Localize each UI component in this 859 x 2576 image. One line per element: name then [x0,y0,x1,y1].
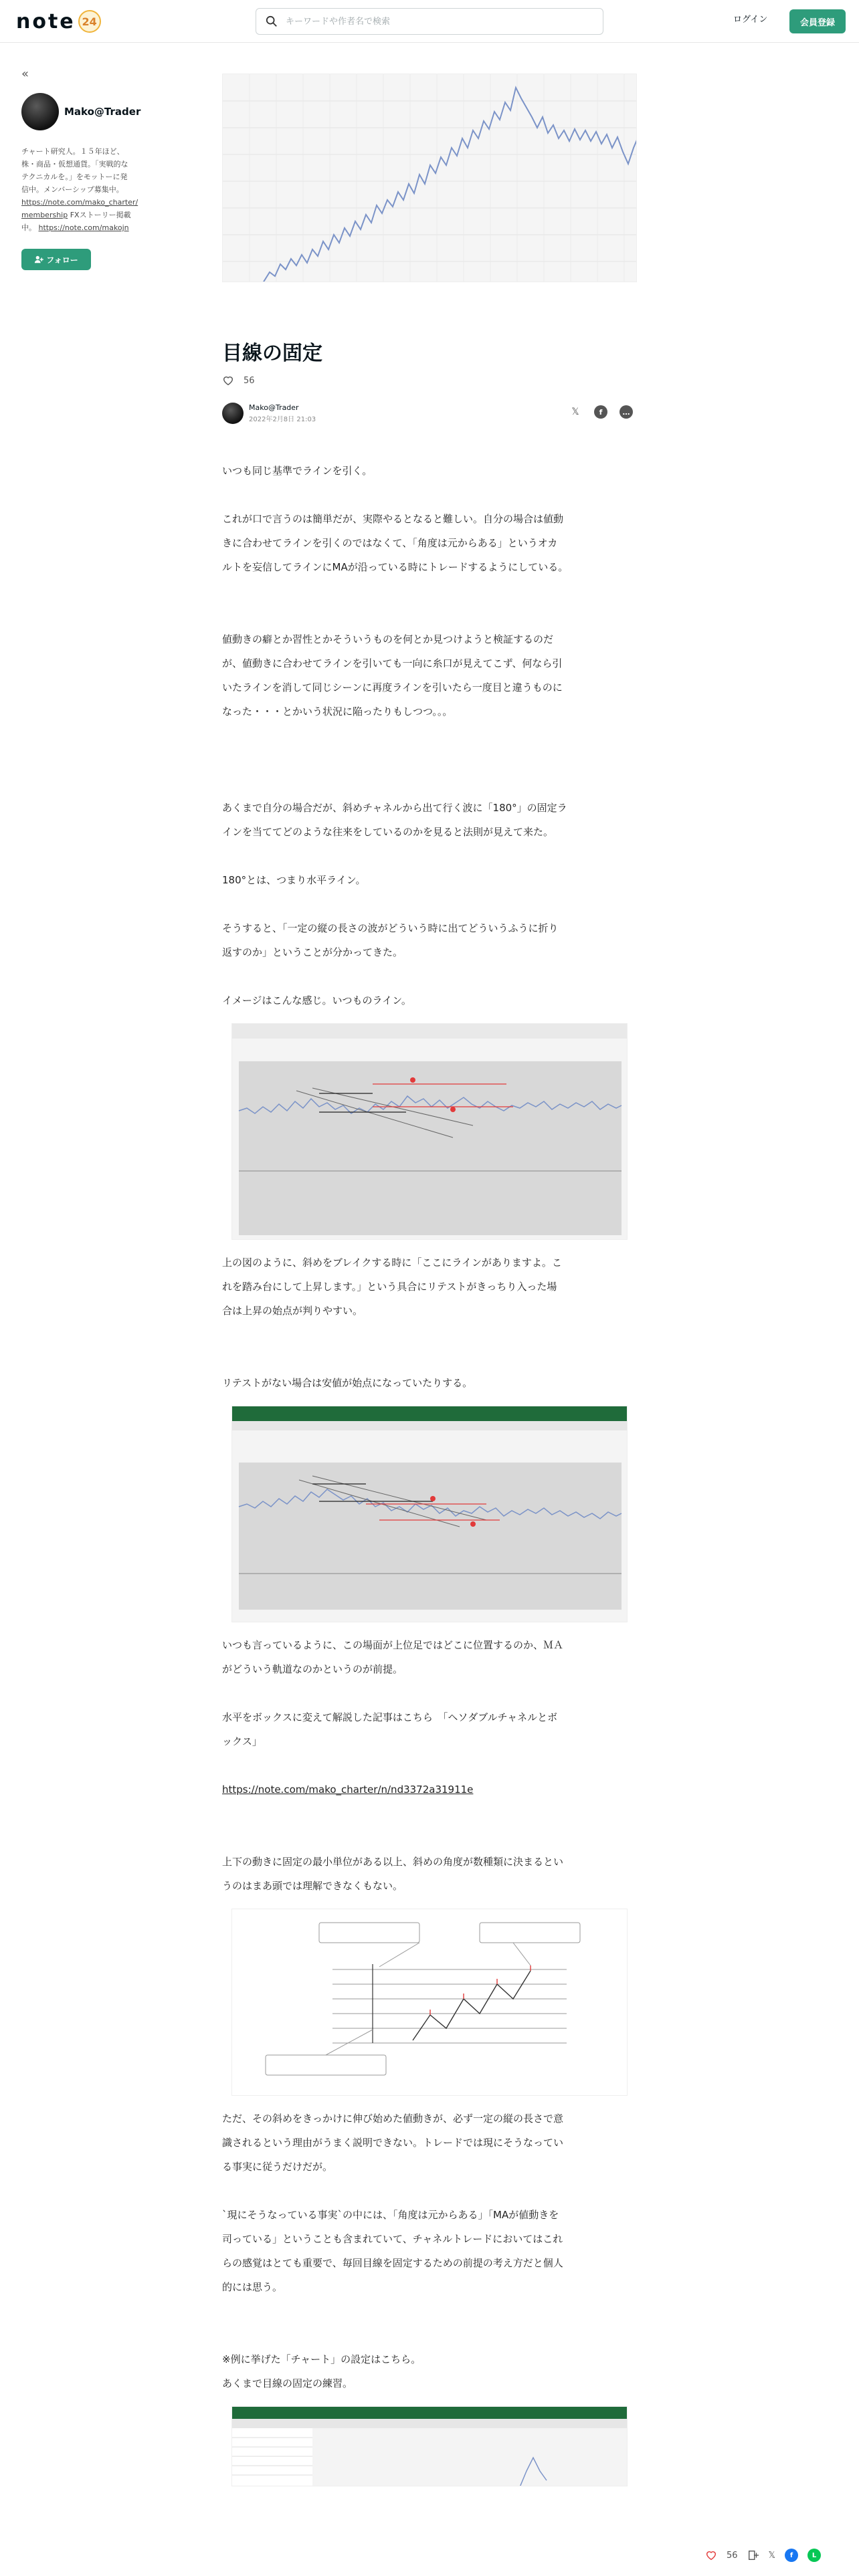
logo-text: note [16,9,76,33]
chart-screenshot-2-svg [232,1406,628,1622]
paragraph: 水平をボックスに変えて解説した記事はこちら 「ヘソダブルチャネルとボ [222,1711,558,1723]
chart-screenshot-1-svg [232,1024,628,1240]
paragraph: リテストがない場合は安値が始点になっていたりする。 [222,1377,473,1389]
collapse-sidebar-icon[interactable]: « [21,67,29,81]
author-avatar[interactable] [222,403,244,424]
paragraph: あくまで目線の固定の練習。 [222,2377,353,2389]
search-icon [266,15,278,27]
login-link[interactable]: ログイン [733,15,768,25]
paragraph: そうすると、「一定の縦の長さの波がどういう時に出てどういうふうに折り [222,922,559,934]
floating-like-count: 56 [727,2550,738,2561]
hero-chart-svg [223,74,637,282]
paragraph: 上下の動きに固定の最小単位がある以上、斜めの角度が数種類に決まるとい [222,1856,564,1868]
paragraph: ただ、その斜めをきっかけに伸び始めた値動きが、必ず一定の縦の長さで意 [222,2113,564,2125]
bio-membership-link-cont[interactable]: membership [21,211,68,219]
avatar[interactable] [21,93,59,130]
chart-screenshot-2 [231,1406,628,1622]
paragraph: 180°とは、つまり水平ライン。 [222,874,366,886]
author-name[interactable]: Mako@Trader [249,403,299,412]
post-date: 2022年2月8日 21:03 [249,416,316,423]
paragraph: が、値動きに合わせてラインを引いても一向に糸口が見えてこず、何なら引 [222,657,563,669]
creator-name[interactable]: Mako@Trader [64,106,141,118]
facebook-share-icon[interactable]: f [785,2549,798,2562]
floating-action-bar [705,2549,821,2562]
paragraph: 合は上昇の始点が判りやすい。 [222,1305,363,1317]
creator-sidebar [21,67,149,270]
facebook-share-icon[interactable]: f [594,405,607,419]
site-header [0,0,859,43]
paragraph: あくまで自分の場合だが、斜めチャネルから出て行く波に「180°」の固定ラ [222,802,567,814]
x-share-icon[interactable]: 𝕏 [571,407,579,417]
search-input[interactable] [286,17,580,27]
line-share-icon[interactable]: … [619,405,633,419]
paragraph: る事実に従うだけだが。 [222,2161,333,2173]
paragraph: ックス」 [222,1735,262,1747]
search-box[interactable] [256,8,603,35]
note-logo[interactable] [16,8,101,35]
line-share-icon[interactable]: L [807,2549,821,2562]
related-article-link[interactable]: https://note.com/mako_charter/n/nd3372a31911e [222,1784,474,1796]
paragraph: がどういう軌道なのかというのが前提。 [222,1663,403,1675]
logo-badge: 24 [78,10,101,33]
chart-screenshot-3 [231,2406,628,2486]
paragraph: 値動きの癖とか習性とかそういうものを何とか見つけようと検証するのだ [222,633,554,645]
magazine-add-icon[interactable] [747,2549,759,2561]
paragraph: `現にそうなっている事実`の中には、「角度は元からある」「MAが値動きを [222,2209,559,2221]
paragraph: ルトを妄信してラインにMAが沿っている時にトレードするようにしている。 [222,561,569,573]
article-body [222,459,637,2486]
paragraph: インを当ててどのような往来をしているのかを見ると法則が見えて来た。 [222,826,554,838]
paragraph: 的には思う。 [222,2281,283,2293]
paragraph: 上の図のように、斜めをブレイクする時に「ここにラインがありますよ。こ [222,1257,562,1269]
x-share-icon[interactable]: 𝕏 [768,2550,776,2561]
chart-screenshot-3-svg [232,2407,628,2486]
heart-icon[interactable] [222,374,234,387]
bio-text: 中。 [21,223,36,232]
paragraph: ※例に挙げた「チャート」の設定はこちら。 [222,2353,421,2365]
like-count: 56 [244,375,255,386]
paragraph: 司っている」ということも含まれていて、チャネルトレードにおいてはこれ [222,2233,563,2245]
bio-profile-link[interactable]: https://note.com/makojn [38,223,129,232]
bio-line: テクニカルを。」をモットーに発 [21,173,128,181]
diagram-svg [232,1909,628,2096]
paragraph: いつも言っているように、この場面が上位足ではどこに位置するのか、ＭＡ [222,1639,564,1651]
bio-line: 株・商品・仮想通貨。「実戦的な [21,160,128,169]
chart-screenshot-1 [231,1023,628,1240]
paragraph: 返すのか」ということが分かってきた。 [222,946,403,958]
bio-text: FXストーリー掲載 [68,211,131,219]
creator-profile[interactable] [21,93,149,130]
creator-bio [21,145,149,234]
paragraph: いつも同じ基準でラインを引く。 [222,465,373,477]
paragraph: れを踏み台にして上昇します。」という具合にリテストがきっちり入った場 [222,1281,557,1293]
bio-membership-link[interactable]: https://note.com/mako_charter/ [21,198,138,207]
article-title: 目線の固定 [222,342,322,365]
share-buttons [569,405,633,419]
paragraph: うのはまあ頭では理解できなくもない。 [222,1880,403,1892]
add-user-icon [34,255,43,264]
author-row [222,400,637,427]
bio-line: チャート研究人。１５年ほど、 [21,147,124,156]
follow-button[interactable] [21,249,91,270]
paragraph: イメージはこんな感じ。いつものライン。 [222,994,411,1006]
article-main [222,43,637,2497]
like-area[interactable] [222,374,637,387]
paragraph: 識されるという理由がうまく説明できない。トレードでは現にそうなってい [222,2137,564,2149]
follow-label: フォロー [46,255,78,265]
hero-chart-image [222,74,637,282]
paragraph: いたラインを消して同じシーンに再度ラインを引いたら一度目と違うものに [222,681,563,693]
diagram-image [231,1909,628,2096]
signup-button[interactable]: 会員登録 [789,9,846,33]
paragraph: らの感覚はとても重要で、毎回目線を固定するための前提の考え方だと個人 [222,2257,563,2269]
bio-line: 信中。メンバーシップ募集中。 [21,185,124,194]
paragraph: これが口で言うのは簡単だが、実際やるとなると難しい。自分の場合は値動 [222,513,564,525]
paragraph: なった・・・とかいう状況に陥ったりもしつつ。。。 [222,706,453,718]
heart-icon[interactable] [705,2549,717,2561]
paragraph: きに合わせてラインを引くのではなくて、「角度は元からある」というオカ [222,537,558,549]
